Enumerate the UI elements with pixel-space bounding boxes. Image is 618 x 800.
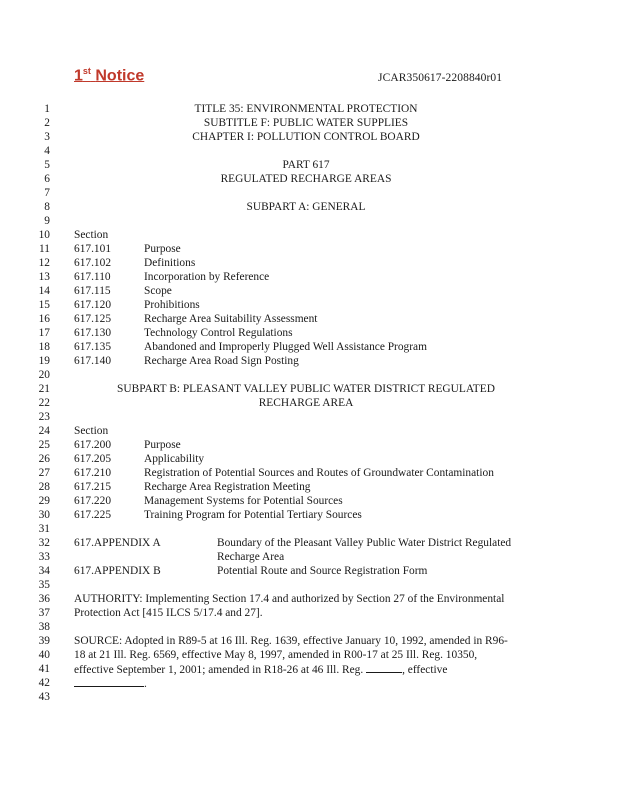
toc-row: 11 617.101 Purpose <box>39 243 181 255</box>
subtitle-heading: SUBTITLE F: PUBLIC WATER SUPPLIES <box>203 117 409 129</box>
doc-line: 8 SUBPART A: GENERAL <box>0 200 618 214</box>
doc-line: 4 <box>44 145 50 157</box>
toc-row: 29 617.220 Management Systems for Potential Sources <box>38 495 343 507</box>
doc-line: 2 SUBTITLE F: PUBLIC WATER SUPPLIES <box>0 116 618 130</box>
doc-line: 31 <box>38 523 50 535</box>
toc-row: 25 617.200 Purpose <box>38 439 181 451</box>
doc-line: 3 CHAPTER I: POLLUTION CONTROL BOARD <box>0 130 618 144</box>
doc-line: 43 <box>38 691 50 703</box>
doc-line: 1 TITLE 35: ENVIRONMENTAL PROTECTION <box>0 102 618 116</box>
doc-line: 24 Section <box>38 425 109 437</box>
appendix-row: 32 617.APPENDIX A Boundary of the Pleasant Valley Public Water District Regulated <box>38 537 512 549</box>
doc-line: 9 <box>44 215 50 227</box>
toc-row: 17 617.130 Technology Control Regulations <box>38 327 293 339</box>
part-name-heading: REGULATED RECHARGE AREAS <box>220 173 392 185</box>
toc-row: 27 617.210 Registration of Potential Sources and Routes of Groundwater Contamination <box>38 467 494 479</box>
doc-line: 10 Section <box>38 229 109 241</box>
doc-line: 6 REGULATED RECHARGE AREAS <box>0 172 618 186</box>
toc-row: 19 617.140 Recharge Area Road Sign Posting <box>38 355 299 367</box>
subpart-b-heading: SUBPART B: PLEASANT VALLEY PUBLIC WATER DISTRICT REGULATED <box>117 383 495 395</box>
register-page-blank <box>366 662 402 673</box>
subpart-a-heading: SUBPART A: GENERAL <box>246 201 366 213</box>
toc-row: 13 617.110 Incorporation by Reference <box>38 271 270 283</box>
toc-row: 16 617.125 Recharge Area Suitability Assessment <box>38 313 318 325</box>
doc-line: 23 <box>38 411 50 423</box>
section-label: Section <box>74 229 109 241</box>
first-notice-label: 1st Notice <box>74 66 145 85</box>
subpart-b-heading-cont: RECHARGE AREA <box>258 397 354 409</box>
source-note: 41 effective September 1, 2001; amended in R18-26 at 46 Ill. Reg. , effective <box>38 663 448 676</box>
appendix-row: 33 Recharge Area <box>38 551 285 563</box>
toc-row: 28 617.215 Recharge Area Registration Meeting <box>38 481 311 493</box>
toc-row: 15 617.120 Prohibitions <box>38 299 200 311</box>
part-heading: PART 617 <box>282 159 330 171</box>
doc-line: 5 PART 617 <box>0 158 618 172</box>
section-label: Section <box>74 425 109 437</box>
toc-row: 18 617.135 Abandoned and Improperly Plugged Well Assistance Program <box>38 341 427 353</box>
doc-line: 35 <box>38 579 50 591</box>
source-note: 40 18 at 21 Ill. Reg. 6569, effective May 8, 1997, amended in R00-17 at 25 Ill. Reg. 10350, <box>38 649 478 661</box>
toc-row: 14 617.115 Scope <box>38 285 172 297</box>
authority-note: 36 AUTHORITY: Implementing Section 17.4 and authorized by Section 27 of the Environmental <box>38 593 505 605</box>
chapter-heading: CHAPTER I: POLLUTION CONTROL BOARD <box>192 131 420 143</box>
effective-date-blank <box>74 676 144 687</box>
authority-note: 37 Protection Act [415 ILCS 5/17.4 and 27]. <box>38 607 263 619</box>
toc-row: 30 617.225 Training Program for Potential Tertiary Sources <box>38 509 362 521</box>
doc-line: 22 RECHARGE AREA <box>0 396 618 410</box>
title-heading: TITLE 35: ENVIRONMENTAL PROTECTION <box>194 103 418 115</box>
source-note: 42 . <box>38 677 147 690</box>
appendix-row: 34 617.APPENDIX B Potential Route and Source Registration Form <box>38 565 428 577</box>
doc-line: 20 <box>38 369 50 381</box>
document-id: JCAR350617-2208840r01 <box>378 72 503 84</box>
toc-row: 12 617.102 Definitions <box>38 257 196 269</box>
doc-line: 21 SUBPART B: PLEASANT VALLEY PUBLIC WATER DISTRICT REGULATED <box>0 382 618 396</box>
doc-line: 7 <box>44 187 50 199</box>
doc-line: 38 <box>38 621 50 633</box>
source-note: 39 SOURCE: Adopted in R89-5 at 16 Ill. Reg. 1639, effective January 10, 1992, amended in R96- <box>38 635 508 647</box>
toc-row: 26 617.205 Applicability <box>38 453 205 465</box>
